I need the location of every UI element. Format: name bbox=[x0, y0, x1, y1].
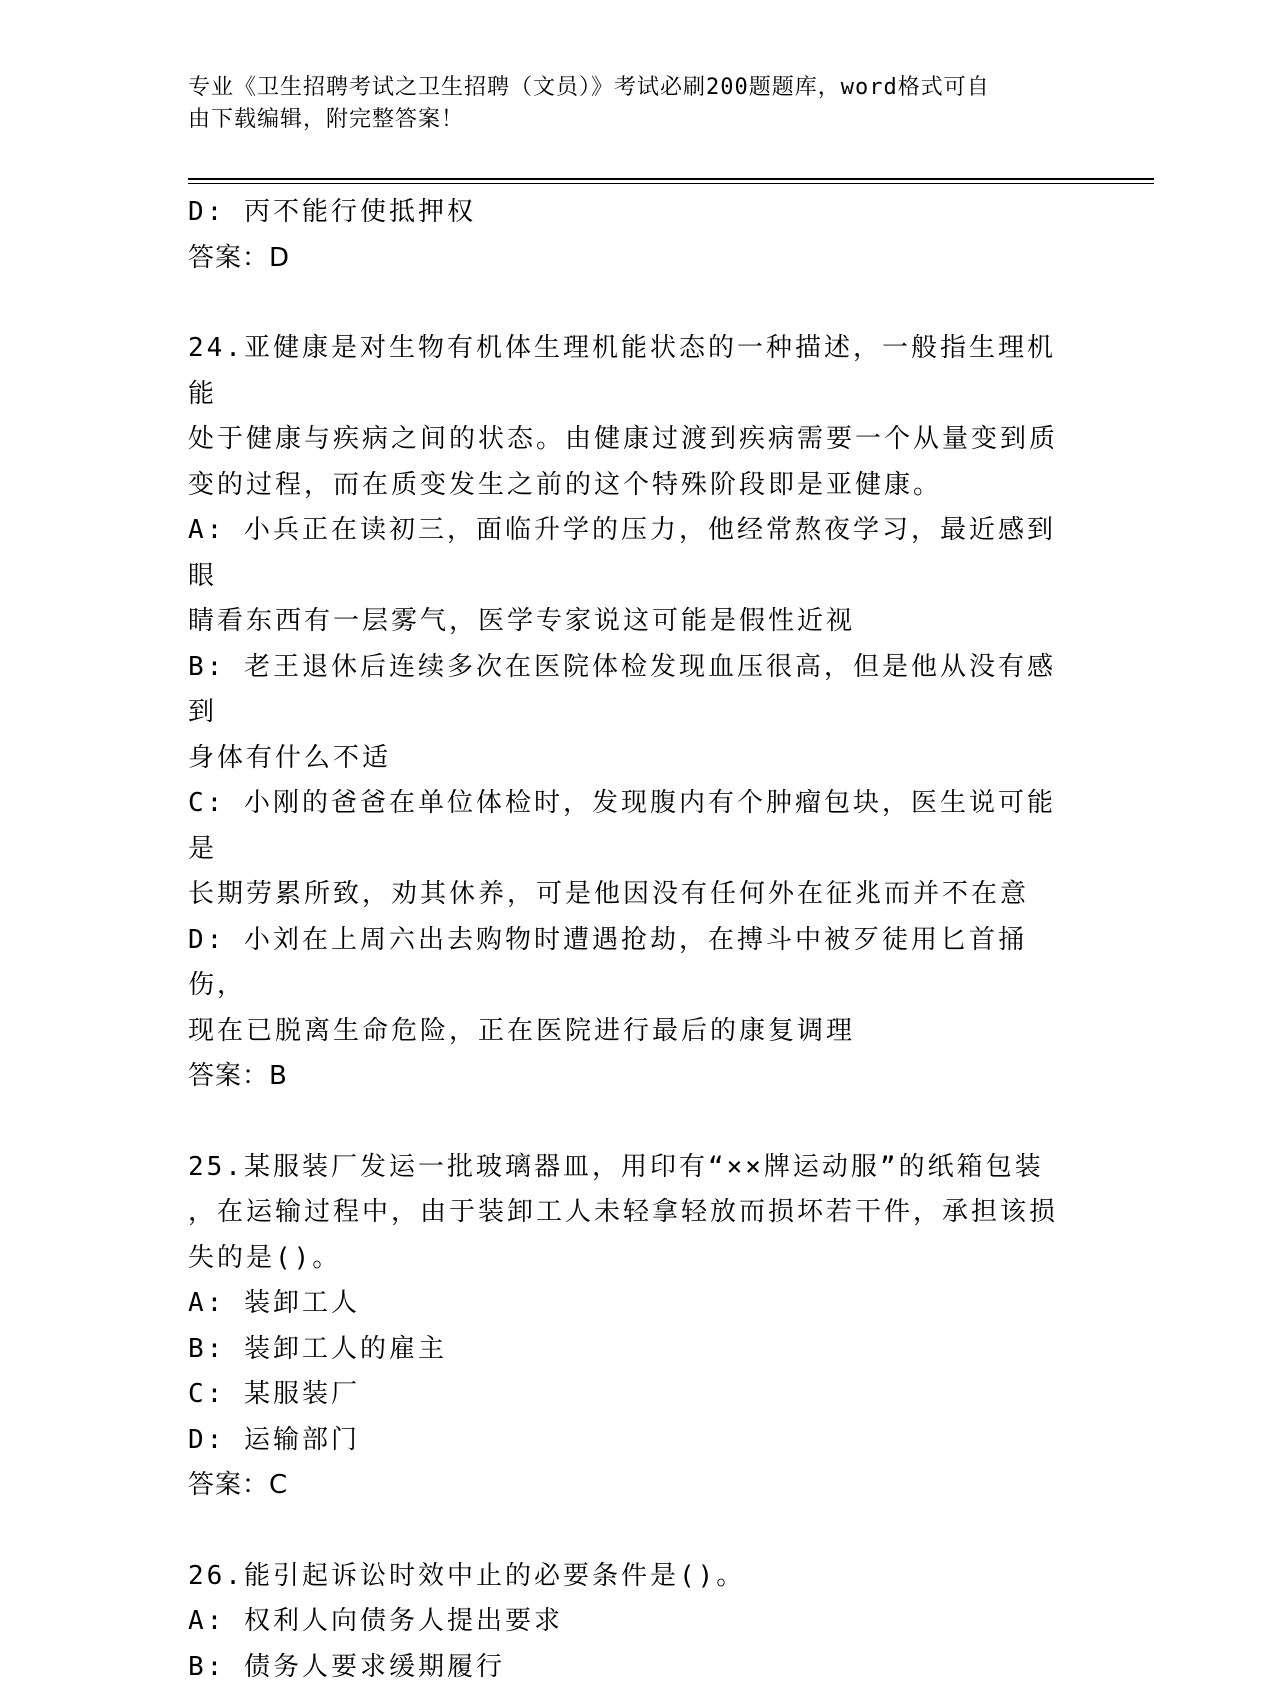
question-24-stem-line-3: 变的过程，而在质变发生之前的这个特殊阶段即是亚健康。 bbox=[188, 463, 1068, 509]
document-header bbox=[188, 72, 1068, 136]
header-line-2: 由下载编辑，附完整答案！ bbox=[188, 104, 1068, 136]
question-25-stem-line-3: 失的是()。 bbox=[188, 1236, 1068, 1282]
question-24-option-a-line-1: A: 小兵正在读初三，面临升学的压力，他经常熬夜学习，最近感到眼 bbox=[188, 508, 1068, 599]
question-24-option-c-line-2: 长期劳累所致，劝其休养，可是他因没有任何外在征兆而并不在意 bbox=[188, 872, 1068, 918]
question-26 bbox=[188, 1554, 1068, 1690]
question-24-option-b-line-2: 身体有什么不适 bbox=[188, 736, 1068, 782]
spacer bbox=[188, 281, 1068, 326]
question-25-stem-line-1: 25.某服装厂发运一批玻璃器皿，用印有“××牌运动服”的纸箱包装 bbox=[188, 1145, 1068, 1191]
question-24-answer: 答案：B bbox=[188, 1054, 1068, 1100]
question-25-option-c: C: 某服装厂 bbox=[188, 1372, 1068, 1418]
question-24-option-c-line-1: C: 小刚的爸爸在单位体检时，发现腹内有个肿瘤包块，医生说可能是 bbox=[188, 781, 1068, 872]
spacer bbox=[188, 1509, 1068, 1554]
header-divider-thin bbox=[188, 183, 1154, 184]
question-25 bbox=[188, 1145, 1068, 1509]
question-24-option-d-line-2: 现在已脱离生命危险，正在医院进行最后的康复调理 bbox=[188, 1009, 1068, 1055]
question-24-stem-line-1: 24.亚健康是对生物有机体生理机能状态的一种描述，一般指生理机能 bbox=[188, 326, 1068, 417]
header-divider-thick bbox=[188, 178, 1154, 180]
question-26-option-a: A: 权利人向债务人提出要求 bbox=[188, 1599, 1068, 1645]
question-24-option-d-line-1: D: 小刘在上周六出去购物时遭遇抢劫，在搏斗中被歹徒用匕首捅伤， bbox=[188, 918, 1068, 1009]
prev-question-answer: 答案：D bbox=[188, 236, 1068, 282]
question-25-stem-line-2: ，在运输过程中，由于装卸工人未轻拿轻放而损坏若干件，承担该损 bbox=[188, 1190, 1068, 1236]
question-24 bbox=[188, 326, 1068, 1100]
prev-question-option-d: D: 丙不能行使抵押权 bbox=[188, 190, 1068, 236]
document-body bbox=[188, 190, 1068, 1690]
question-24-option-a-line-2: 睛看东西有一层雾气，医学专家说这可能是假性近视 bbox=[188, 599, 1068, 645]
header-line-1: 专业《卫生招聘考试之卫生招聘（文员）》考试必刷200题题库，word格式可自 bbox=[188, 72, 1068, 104]
question-26-option-b: B: 债务人要求缓期履行 bbox=[188, 1645, 1068, 1690]
question-25-answer: 答案：C bbox=[188, 1463, 1068, 1509]
spacer bbox=[188, 1100, 1068, 1145]
question-26-stem: 26.能引起诉讼时效中止的必要条件是()。 bbox=[188, 1554, 1068, 1600]
question-25-option-d: D: 运输部门 bbox=[188, 1418, 1068, 1464]
question-24-stem-line-2: 处于健康与疾病之间的状态。由健康过渡到疾病需要一个从量变到质 bbox=[188, 417, 1068, 463]
question-25-option-a: A: 装卸工人 bbox=[188, 1281, 1068, 1327]
question-24-option-b-line-1: B: 老王退休后连续多次在医院体检发现血压很高，但是他从没有感到 bbox=[188, 645, 1068, 736]
question-25-option-b: B: 装卸工人的雇主 bbox=[188, 1327, 1068, 1373]
